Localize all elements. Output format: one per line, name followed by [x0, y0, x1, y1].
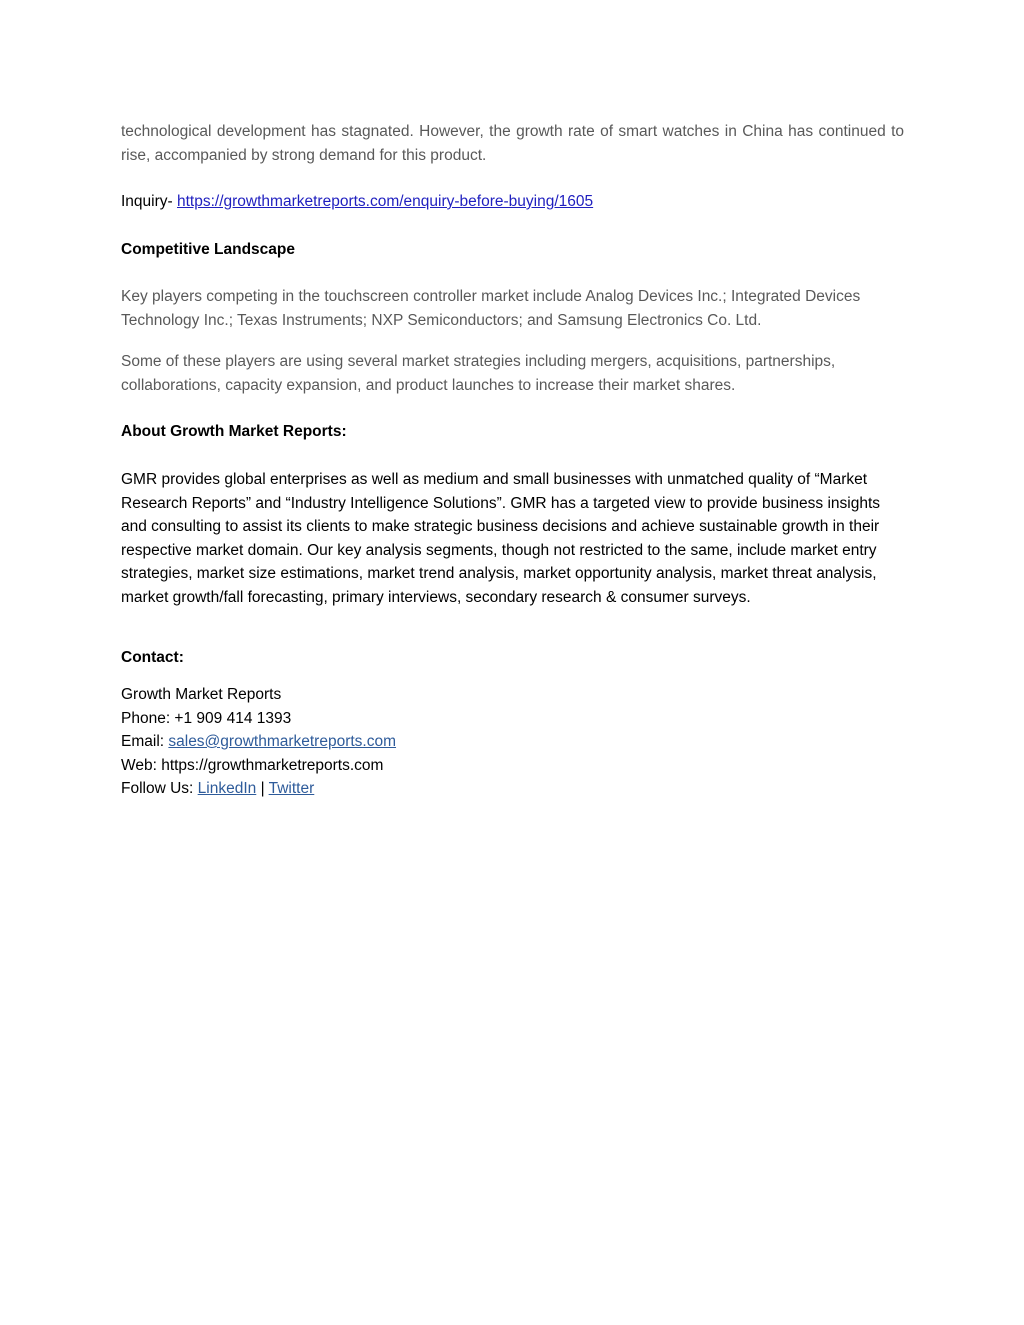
intro-section	[121, 120, 904, 167]
contact-heading: Contact:	[121, 649, 184, 666]
contact-email-link[interactable]: sales@growthmarketreports.com	[168, 733, 397, 750]
competitive-paragraph-block-1	[121, 285, 904, 332]
competitive-landscape-heading: Competitive Landscape	[121, 241, 295, 258]
follow-label: Follow Us:	[121, 780, 198, 797]
contact-details	[121, 683, 904, 801]
about-heading: About Growth Market Reports:	[121, 423, 347, 440]
twitter-link[interactable]: Twitter	[268, 780, 315, 797]
intro-paragraph: technological development has stagnated. However, the growth rate of smart watches in China has continued to rise, accompanied by strong demand for this product.	[121, 123, 904, 164]
linkedin-link[interactable]: LinkedIn	[197, 780, 257, 797]
contact-heading-block	[121, 646, 904, 670]
about-heading-block	[121, 420, 904, 444]
inquiry-link[interactable]: https://growthmarketreports.com/enquiry-before-buying/1605	[177, 193, 594, 210]
competitive-heading-block	[121, 238, 904, 262]
contact-email-label: Email:	[121, 733, 169, 750]
contact-web: Web: https://growthmarketreports.com	[121, 756, 384, 774]
contact-email-line	[121, 730, 904, 754]
about-paragraph-block	[121, 468, 904, 609]
key-players-paragraph: Key players competing in the touchscreen controller market include Analog Devices Inc.; Integrated Devices Technology Inc.; Texas Instruments; NXP Semiconductors; and Samsung Electronics Co. Ltd.	[121, 288, 861, 329]
inquiry-label: Inquiry-	[121, 193, 177, 210]
about-paragraph: GMR provides global enterprises as well as medium and small businesses with unmatched quality of “Market Research Reports” and “Industry Intelligence Solutions”. GMR has a targeted view to provide business insights and consulting to assist its clients to make strategic business decisions and achieve sustainable growth in their respective market domain. Our key analysis segments, though not restricted to the same, include market entry strategies, market size estimations, market trend analysis, market opportunity analysis, market threat analysis, market growth/fall forecasting, primary interviews, secondary research & consumer surveys.	[121, 471, 881, 606]
contact-phone: Phone: +1 909 414 1393	[121, 709, 292, 727]
follow-separator: |	[256, 780, 269, 797]
contact-follow-line	[121, 777, 904, 801]
market-strategies-paragraph: Some of these players are using several market strategies including mergers, acquisitions, partnerships, collaborations, capacity expansion, and product launches to increase their market shares.	[121, 353, 836, 394]
inquiry-line	[121, 190, 904, 214]
contact-company: Growth Market Reports	[121, 686, 282, 703]
competitive-paragraph-block-2	[121, 350, 904, 397]
